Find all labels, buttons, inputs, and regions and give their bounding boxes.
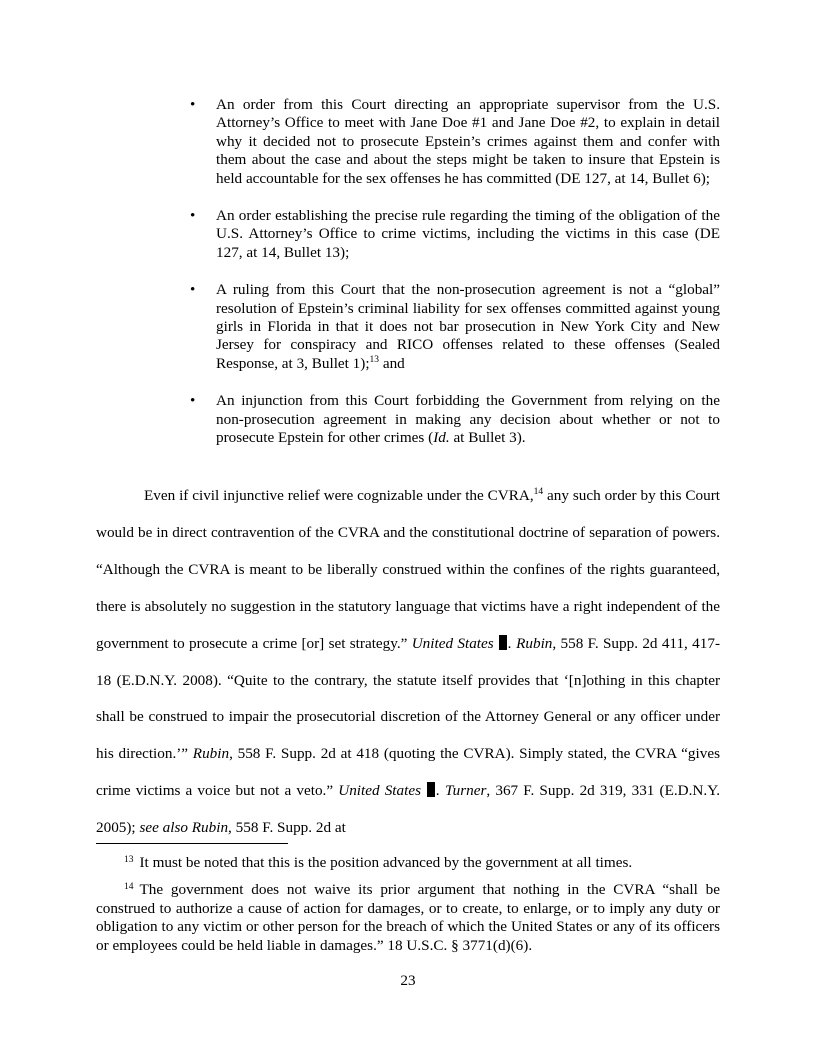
case-citation: . Turner [436, 782, 487, 800]
bullet-item [190, 392, 720, 447]
page-number: 23 [400, 972, 416, 989]
bullet-list [190, 96, 720, 467]
redaction-mark [427, 782, 435, 797]
bullet-text-part: An injunction from this Court forbidding the Government from relying on the non-prosecution agreement in making any decision about whether or not to prosecute Epstein for other crimes ( [216, 392, 720, 447]
footnote-ref-13[interactable]: 13 [369, 354, 380, 365]
bullet-text-part: at Bullet 3). [449, 429, 526, 447]
bullet-text: An order from this Court directing an appropriate supervisor from the U.S. Attorney’s Office to meet with Jane Doe #1 and Jane Doe #2, to explain in detail why it decided not to prosecute Epstein’s crimes against them and confer with them about the case and about the steps might be taken to insure that Epstein is held accountable for the sex offenses he has committed (DE 127, at 14, Bullet 6); [216, 96, 720, 187]
footnote-13 [96, 851, 720, 872]
body-text-segment: , 558 F. Supp. 2d at 418 (quoting the CVRA). Simply stated, the CVRA “gives crime victims a voice but not a veto.” [96, 745, 720, 800]
body-text-segment: , 558 F. Supp. 2d 411, 417-18 (E.D.N.Y. 2008). “Quite to the contrary, the statute itself provides that ‘[n]othing in this chapter shall be construed to impair the prosecutorial discretion of the Attorney General or any officer under his direction.’” [96, 634, 721, 763]
footnote-number: 13 [124, 855, 134, 865]
footnote-text: The government does not waive its prior argument that nothing in the CVRA “shall be construed to authorize a cause of action for damages, or to create, to enlarge, or to imply any duty or obligation to any victim or other person for the breach of which the United States or any of its officers or employees could be held liable in damages.” 18 U.S.C. § 3771(d)(6). [96, 881, 720, 954]
citation-italic: Id. [433, 429, 450, 447]
bullet-marker: • [190, 96, 196, 113]
bullet-item [190, 207, 720, 262]
footnote-14 [96, 878, 720, 955]
bullet-marker: • [190, 207, 196, 225]
case-citation: Rubin [192, 745, 230, 763]
footnote-separator [96, 843, 288, 844]
footnote-text: It must be noted that this is the position advanced by the government at all times. [139, 854, 633, 871]
paragraph [96, 478, 720, 847]
body-paragraph [96, 478, 720, 847]
case-citation: see also Rubin [139, 819, 229, 837]
bullet-item [190, 96, 720, 188]
bullet-item [190, 281, 720, 373]
bullet-marker: • [190, 281, 196, 299]
bullet-text [216, 281, 720, 373]
bullet-marker: • [190, 392, 196, 410]
footnote-number: 14 [124, 882, 134, 893]
bullet-text [216, 392, 720, 447]
redaction-mark [499, 635, 507, 650]
footnotes [96, 851, 720, 961]
case-citation: . Rubin [507, 634, 553, 652]
case-citation: United States [338, 782, 421, 800]
case-citation: United States [411, 634, 494, 652]
body-text-segment: any such order by this Court would be in direct contravention of the CVRA and the constitutional doctrine of separation of powers. “Although the CVRA is meant to be liberally construed within the confines of the rights guaranteed, there is absolutely no suggestion in the statutory language that victims have a right independent of the government to prosecute a crime [or] set strategy.” [96, 487, 720, 652]
body-text-segment: , 558 F. Supp. 2d at [228, 819, 346, 837]
body-text-segment: , 367 F. Supp. 2d 319, 331 (E.D.N.Y. 2005); [96, 782, 720, 837]
body-text-segment: Even if civil injunctive relief were cognizable under the CVRA, [144, 487, 534, 504]
bullet-text-part: A ruling from this Court that the non-prosecution agreement is not a “global” resolution of Epstein’s criminal liability for sex offenses committed against young girls in Florida in that it does not bar prosecution in New York City and New Jersey for conspiracy and RICO offenses related to these offenses (Sealed Response, at 3, Bullet 1); [216, 281, 720, 372]
bullet-text: An order establishing the precise rule regarding the timing of the obligation of the U.S. Attorney’s Office to crime victims, including the victims in this case (DE 127, at 14, Bullet 13); [216, 207, 720, 261]
bullet-text-part: and [379, 354, 405, 372]
footnote-ref-14[interactable]: 14 [533, 486, 544, 497]
